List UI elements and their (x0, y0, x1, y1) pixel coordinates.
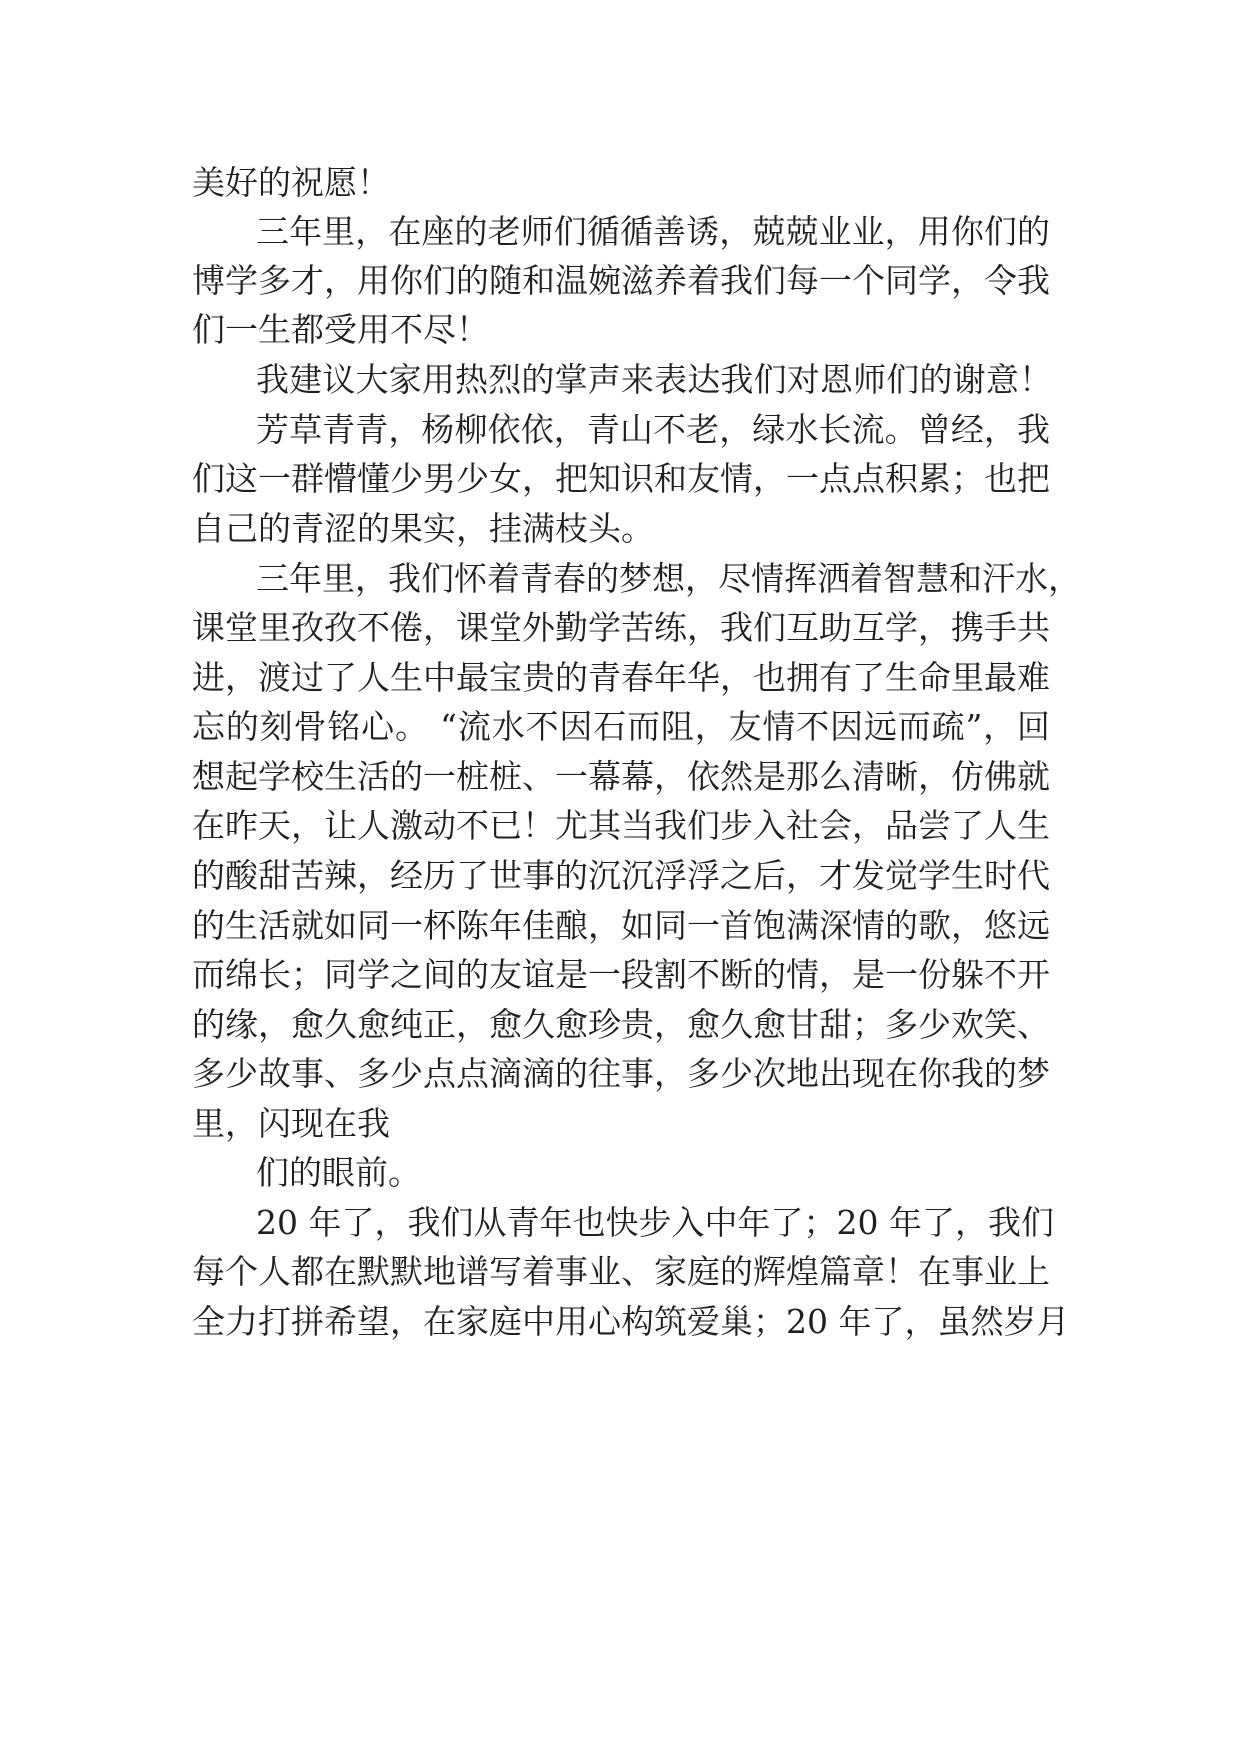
text-line: 进，渡过了人生中最宝贵的青春年华，也拥有了生命里最难 (192, 658, 1050, 697)
text-line: 美好的祝愿！ (192, 163, 390, 202)
text-line: 芳草青青，杨柳依依，青山不老，绿水长流。曾经，我 (256, 410, 1050, 449)
text-line: 们的眼前。 (256, 1153, 421, 1192)
text-line: 忘的刻骨铭心。 “流水不因石而阻，友情不因远而疏”，回 (192, 707, 1050, 746)
text-line: 而绵长；同学之间的友谊是一段割不断的情，是一份躲不开 (192, 955, 1050, 994)
text-line: 们一生都受用不尽！ (192, 310, 489, 349)
text-line: 我建议大家用热烈的掌声来表达我们对恩师们的谢意！ (256, 360, 1052, 399)
text-line: 里，闪现在我 (192, 1104, 390, 1143)
text-line: 三年里，我们怀着青春的梦想，尽情挥洒着智慧和汗水， (256, 559, 1081, 598)
text-line: 们这一群懵懂少男少女，把知识和友情，一点点积累；也把 (192, 459, 1050, 498)
text-line: 多少故事、多少点点滴滴的往事，多少次地出现在你我的梦 (192, 1054, 1050, 1093)
text-line: 三年里，在座的老师们循循善诱，兢兢业业，用你们的 (256, 212, 1050, 251)
text-line: 的缘，愈久愈纯正，愈久愈珍贵，愈久愈甘甜；多少欢笑、 (192, 1005, 1050, 1044)
text-line: 课堂里孜孜不倦，课堂外勤学苦练，我们互助互学，携手共 (192, 608, 1050, 647)
text-line: 20 年了，我们从青年也快步入中年了；20 年了，我们 (256, 1203, 1054, 1242)
text-line: 的生活就如同一杯陈年佳酿，如同一首饱满深情的歌，悠远 (192, 906, 1050, 945)
text-line: 在昨天，让人激动不已！尤其当我们步入社会，品尝了人生 (192, 806, 1050, 845)
text-line: 自己的青涩的果实，挂满枝头。 (192, 509, 654, 548)
text-line: 全力打拼希望，在家庭中用心构筑爱巢；20 年了，虽然岁月 (192, 1302, 1070, 1341)
text-line: 每个人都在默默地谱写着事业、家庭的辉煌篇章！在事业上 (192, 1252, 1050, 1291)
text-line: 想起学校生活的一桩桩、一幕幕，依然是那么清晰，仿佛就 (192, 757, 1050, 796)
text-line: 的酸甜苦辣，经历了世事的沉沉浮浮之后，才发觉学生时代 (192, 856, 1050, 895)
text-line: 博学多才，用你们的随和温婉滋养着我们每一个同学，令我 (192, 261, 1050, 300)
